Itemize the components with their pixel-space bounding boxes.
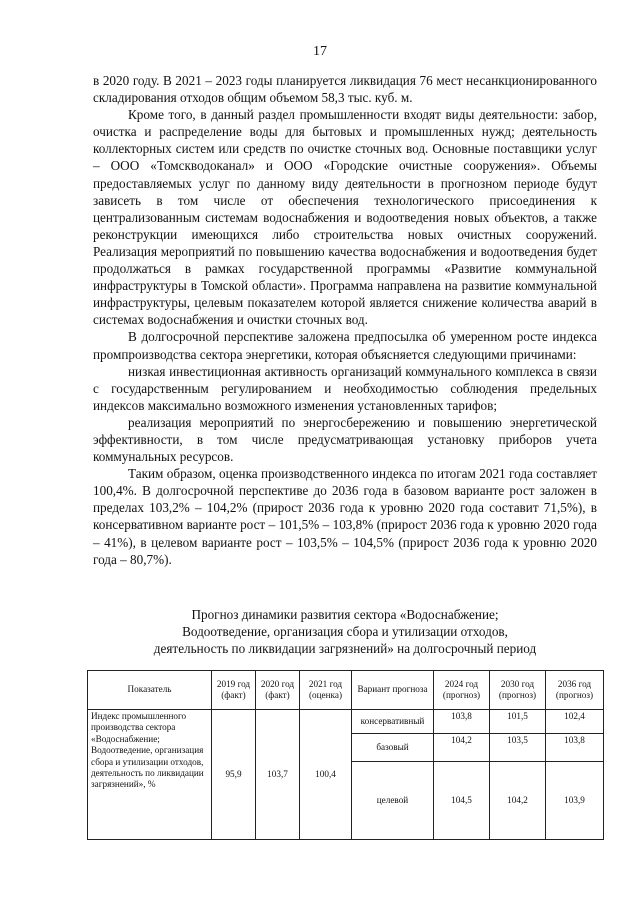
paragraph-energy-premise: В долгосрочной перспективе заложена предпосылка об умеренном росте индекса промпроизводства сектора энергетики, которая объясняется следующими причинами: [93, 329, 597, 362]
list-item-energy-saving: реализация мероприятий по энергосбережению и повышению энергетической эффективности, в том числе предусматривающая установку приборов учета коммунальных ресурсов. [93, 414, 597, 465]
page-number: 17 [313, 44, 327, 59]
header-2021: 2021 год (оценка) [300, 671, 352, 710]
paragraph-waste-liquidation: в 2020 году. В 2021 – 2023 годы планируется ликвидация 76 мест несанкционированного складирования отходов общим объемом 58,3 тыс. куб. м. [93, 73, 597, 106]
table-row [88, 710, 604, 734]
table-title-line: Водоотведение, организация сбора и утилизации отходов, [182, 624, 508, 639]
cell-2036: 102,4 [546, 710, 604, 734]
variant-target: целевой [352, 762, 434, 840]
body-text [93, 72, 597, 568]
cell-2030: 104,2 [490, 762, 546, 840]
header-2036: 2036 год (прогноз) [546, 671, 604, 710]
table-header-row [88, 671, 604, 710]
cell-2024: 104,2 [434, 734, 490, 762]
cell-2024: 104,5 [434, 762, 490, 840]
list-item-low-investment: низкая инвестиционная активность организаций коммунального комплекса в связи с государственным регулированием и необходимостью соблюдения предельных индексов максимально возможного изменения установленных тарифов; [93, 363, 597, 413]
header-2030: 2030 год (прогноз) [490, 671, 546, 710]
forecast-table [87, 670, 604, 840]
value-2020: 103,7 [256, 710, 300, 840]
header-2020: 2020 год (факт) [256, 671, 300, 710]
variant-base: базовый [352, 734, 434, 762]
indicator-name: Индекс промышленного производства сектора «Водоснабжение; Водоотведение, организация сбора и утилизации отходов, деятельность по ликвидации загрязнений», % [88, 710, 212, 840]
value-2021: 100,4 [300, 710, 352, 840]
variant-conservative: консервативный [352, 710, 434, 734]
value-2019: 95,9 [212, 710, 256, 840]
paragraph-index-estimate: Таким образом, оценка производственного индекса по итогам 2021 года составляет 100,4%. В долгосрочной перспективе до 2036 года в базовом варианте рост заложен в пределах 103,2% – 104,2% (прирост 2036 года к уровню 2020 года составит 71,5%), в консервативном варианте рост – 101,5% – 103,8% (прирост 2036 года к уровню 2020 года – 41%), в целевом варианте рост – 103,5% – 104,5% (прирост 2036 года к уровню 2020 года – 80,7%). [93, 466, 597, 567]
cell-2036: 103,9 [546, 762, 604, 840]
cell-2036: 103,8 [546, 734, 604, 762]
cell-2024: 103,8 [434, 710, 490, 734]
table-title-line: деятельность по ликвидации загрязнений» на долгосрочный период [153, 641, 537, 656]
header-2019: 2019 год (факт) [212, 671, 256, 710]
cell-2030: 101,5 [490, 710, 546, 734]
table-title-line: Прогноз динамики развития сектора «Водоснабжение; [191, 607, 499, 622]
header-2024: 2024 год (прогноз) [434, 671, 490, 710]
header-indicator: Показатель [88, 671, 212, 710]
table-title [93, 606, 597, 657]
cell-2030: 103,5 [490, 734, 546, 762]
paragraph-water-supply: Кроме того, в данный раздел промышленности входят виды деятельности: забор, очистка и распределение воды для бытовых и промышленных нужд; деятельность коллекторных систем или средств по очистке сточных вод. Основные поставщики услуг – ООО «Томскводоканал» и ООО «Городские очистные сооружения». Объемы предоставляемых услуг по данному виду деятельности в прогнозном периоде будут зависеть в том числе от обеспечения технологического присоединения к централизованным системам водоснабжения и водоотведения новых объектов, а также реконструкции имеющихся либо строительства новых очистных сооружений. Реализация мероприятий по повышению качества водоснабжения и водоотведения будет продолжаться в рамках государственной программы «Развитие коммунальной инфраструктуры в Томской области». Программа направлена на развитие коммунальной инфраструктуры, целевым показателем которой является снижение количества аварий в системах водоснабжения и очистки сточных вод. [93, 107, 597, 328]
header-variant: Вариант прогноза [352, 671, 434, 710]
